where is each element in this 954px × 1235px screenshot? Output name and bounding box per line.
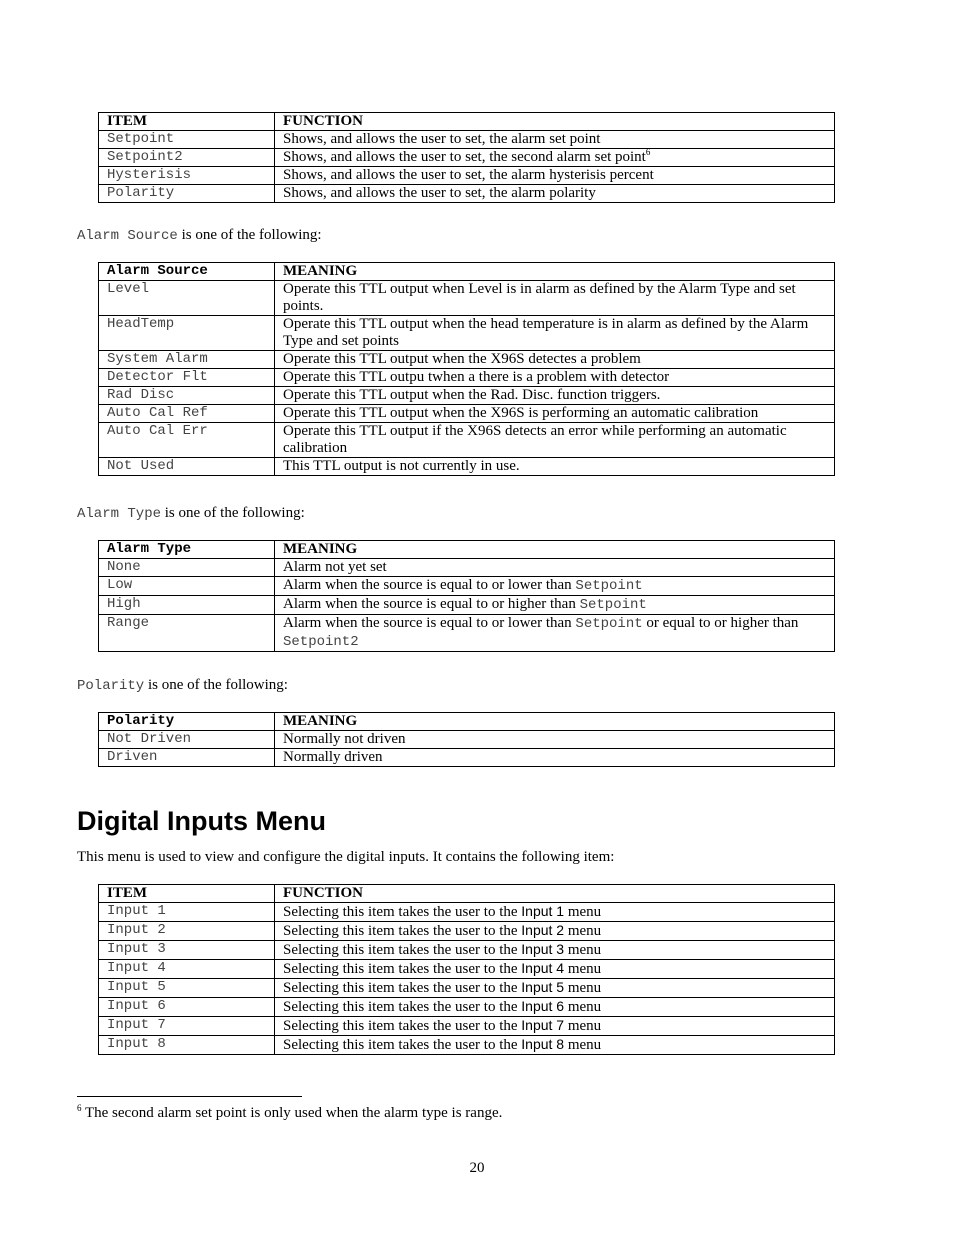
function-cell bbox=[275, 998, 835, 1017]
table-row bbox=[99, 405, 835, 423]
table-row bbox=[99, 369, 835, 387]
meaning-cell bbox=[275, 596, 835, 615]
function-text: menu bbox=[564, 923, 602, 939]
function-text: menu bbox=[564, 980, 602, 996]
column-header: MEANING bbox=[275, 713, 835, 731]
column-header: ITEM bbox=[99, 885, 275, 903]
meaning-cell: Operate this TTL output if the X96S detects an error while performing an automatic calibration bbox=[275, 423, 835, 458]
digital-inputs-table bbox=[98, 884, 835, 1055]
meaning-cell: Normally driven bbox=[275, 749, 835, 767]
function-cell bbox=[275, 941, 835, 960]
item-cell: Input 7 bbox=[99, 1017, 275, 1036]
table-row bbox=[99, 615, 835, 652]
table-row bbox=[99, 387, 835, 405]
column-header: FUNCTION bbox=[275, 885, 835, 903]
item-cell: Input 5 bbox=[99, 979, 275, 998]
inline-code: Alarm Source bbox=[77, 228, 178, 244]
table-row bbox=[99, 577, 835, 596]
section-heading: Digital Inputs Menu bbox=[77, 806, 326, 836]
inline-code: Alarm Type bbox=[77, 506, 162, 522]
inline-code: Polarity bbox=[77, 678, 145, 694]
meaning-cell: This TTL output is not currently in use. bbox=[275, 458, 835, 476]
menu-name: Input 7 bbox=[521, 1017, 565, 1033]
footnote bbox=[77, 1104, 502, 1122]
function-cell bbox=[275, 960, 835, 979]
alarm-source-table bbox=[98, 262, 835, 476]
table-row bbox=[99, 281, 835, 316]
meaning-cell: Operate this TTL output when the Rad. Disc. function triggers. bbox=[275, 387, 835, 405]
column-header: MEANING bbox=[275, 263, 835, 281]
item-cell: Not Used bbox=[99, 458, 275, 476]
meaning-cell bbox=[275, 577, 835, 596]
table-row bbox=[99, 941, 835, 960]
intro-text: is one of the following: bbox=[161, 505, 305, 521]
meaning-cell: Operate this TTL output when the X96S is performing an automatic calibration bbox=[275, 405, 835, 423]
item-cell: Auto Cal Err bbox=[99, 423, 275, 458]
function-text: menu bbox=[564, 1037, 602, 1053]
table-row bbox=[99, 903, 835, 922]
item-cell: Hysterisis bbox=[99, 167, 275, 185]
function-text: Selecting this item takes the user to the bbox=[283, 904, 522, 920]
item-cell: Input 8 bbox=[99, 1036, 275, 1055]
menu-name: Input 6 bbox=[521, 998, 565, 1014]
item-cell: Low bbox=[99, 577, 275, 596]
function-text: Selecting this item takes the user to the bbox=[283, 923, 522, 939]
function-text: menu bbox=[564, 904, 602, 920]
function-text: Selecting this item takes the user to the bbox=[283, 980, 522, 996]
function-cell: Shows, and allows the user to set, the alarm hysterisis percent bbox=[275, 167, 835, 185]
table-row bbox=[99, 979, 835, 998]
column-header: MEANING bbox=[275, 541, 835, 559]
function-cell: Shows, and allows the user to set, the alarm set point bbox=[275, 131, 835, 149]
table-row bbox=[99, 596, 835, 615]
menu-name: Input 1 bbox=[521, 903, 565, 919]
function-text: menu bbox=[564, 1018, 602, 1034]
footnote-ref[interactable]: 6 bbox=[645, 147, 651, 157]
alarm-source-intro bbox=[77, 226, 322, 245]
item-cell: HeadTemp bbox=[99, 316, 275, 351]
meaning-text: or equal to or higher than bbox=[642, 615, 799, 631]
footnote-separator bbox=[77, 1096, 302, 1097]
table-row bbox=[99, 922, 835, 941]
polarity-table bbox=[98, 712, 835, 767]
meaning-cell: Operate this TTL outpu twhen a there is a problem with detector bbox=[275, 369, 835, 387]
function-text: Selecting this item takes the user to the bbox=[283, 1037, 522, 1053]
function-cell bbox=[275, 903, 835, 922]
item-cell: Input 4 bbox=[99, 960, 275, 979]
item-cell: Polarity bbox=[99, 185, 275, 203]
meaning-cell: Operate this TTL output when the head temperature is in alarm as defined by the Alarm Type and set points bbox=[275, 316, 835, 351]
function-text: menu bbox=[564, 942, 602, 958]
item-cell: Input 3 bbox=[99, 941, 275, 960]
meaning-text: Alarm when the source is equal to or higher than bbox=[283, 596, 580, 612]
intro-text: is one of the following: bbox=[144, 677, 288, 693]
meaning-cell: Alarm not yet set bbox=[275, 559, 835, 577]
column-header: Alarm Source bbox=[99, 263, 275, 281]
item-cell: None bbox=[99, 559, 275, 577]
item-cell: System Alarm bbox=[99, 351, 275, 369]
table-row bbox=[99, 351, 835, 369]
menu-name: Input 4 bbox=[521, 960, 565, 976]
function-text: Shows, and allows the user to set, the second alarm set point bbox=[283, 149, 646, 165]
function-cell bbox=[275, 1017, 835, 1036]
table-row bbox=[99, 458, 835, 476]
table-row bbox=[99, 1036, 835, 1055]
footnote-text: The second alarm set point is only used when the alarm type is range. bbox=[81, 1105, 503, 1121]
meaning-cell: Operate this TTL output when the X96S detectes a problem bbox=[275, 351, 835, 369]
item-cell: Level bbox=[99, 281, 275, 316]
menu-name: Input 5 bbox=[521, 979, 565, 995]
table-row bbox=[99, 316, 835, 351]
function-cell: Shows, and allows the user to set, the alarm polarity bbox=[275, 185, 835, 203]
table-header-row bbox=[99, 263, 835, 281]
column-header: Polarity bbox=[99, 713, 275, 731]
item-cell: Range bbox=[99, 615, 275, 652]
function-text: menu bbox=[564, 999, 602, 1015]
item-cell: Input 1 bbox=[99, 903, 275, 922]
table-row bbox=[99, 167, 835, 185]
alarm-type-table bbox=[98, 540, 835, 652]
table-header-row bbox=[99, 885, 835, 903]
item-cell: Detector Flt bbox=[99, 369, 275, 387]
item-cell: Auto Cal Ref bbox=[99, 405, 275, 423]
item-cell: Input 6 bbox=[99, 998, 275, 1017]
polarity-intro bbox=[77, 676, 288, 695]
function-text: Selecting this item takes the user to the bbox=[283, 999, 522, 1015]
column-header: ITEM bbox=[99, 113, 275, 131]
table-row bbox=[99, 960, 835, 979]
table-row bbox=[99, 423, 835, 458]
column-header: Alarm Type bbox=[99, 541, 275, 559]
table-row bbox=[99, 185, 835, 203]
inline-code: Setpoint bbox=[579, 597, 647, 613]
inline-code: Setpoint bbox=[575, 578, 643, 594]
table-row bbox=[99, 131, 835, 149]
column-header: FUNCTION bbox=[275, 113, 835, 131]
function-text: menu bbox=[564, 961, 602, 977]
table-row bbox=[99, 731, 835, 749]
inline-code: Setpoint bbox=[575, 616, 643, 632]
table-row bbox=[99, 1017, 835, 1036]
intro-text: is one of the following: bbox=[177, 227, 322, 243]
table-header-row bbox=[99, 713, 835, 731]
function-cell bbox=[275, 1036, 835, 1055]
meaning-cell bbox=[275, 615, 835, 652]
item-cell: Setpoint2 bbox=[99, 149, 275, 167]
item-cell: Not Driven bbox=[99, 731, 275, 749]
table-row bbox=[99, 998, 835, 1017]
footnote-number: 6 bbox=[77, 1103, 82, 1113]
table-row bbox=[99, 149, 835, 167]
item-cell: Driven bbox=[99, 749, 275, 767]
function-cell bbox=[275, 149, 835, 167]
table-row bbox=[99, 749, 835, 767]
function-text: Selecting this item takes the user to the bbox=[283, 1018, 522, 1034]
menu-name: Input 3 bbox=[521, 941, 565, 957]
item-cell: Setpoint bbox=[99, 131, 275, 149]
meaning-cell: Operate this TTL output when Level is in alarm as defined by the Alarm Type and set points. bbox=[275, 281, 835, 316]
item-cell: High bbox=[99, 596, 275, 615]
function-text: Selecting this item takes the user to the bbox=[283, 961, 522, 977]
inline-code: Setpoint2 bbox=[283, 634, 359, 650]
function-cell bbox=[275, 922, 835, 941]
table-header-row bbox=[99, 113, 835, 131]
function-cell bbox=[275, 979, 835, 998]
item-cell: Rad Disc bbox=[99, 387, 275, 405]
page-number: 20 bbox=[469, 1160, 485, 1176]
meaning-cell: Normally not driven bbox=[275, 731, 835, 749]
menu-name: Input 8 bbox=[521, 1036, 565, 1052]
setpoint-table bbox=[98, 112, 835, 203]
meaning-text: Alarm when the source is equal to or lower than bbox=[283, 577, 576, 593]
item-cell: Input 2 bbox=[99, 922, 275, 941]
section-intro: This menu is used to view and configure the digital inputs. It contains the following item: bbox=[77, 849, 615, 865]
meaning-text: Alarm when the source is equal to or lower than bbox=[283, 615, 576, 631]
function-text: Selecting this item takes the user to the bbox=[283, 942, 522, 958]
table-row bbox=[99, 559, 835, 577]
table-header-row bbox=[99, 541, 835, 559]
alarm-type-intro bbox=[77, 504, 305, 523]
menu-name: Input 2 bbox=[521, 922, 565, 938]
